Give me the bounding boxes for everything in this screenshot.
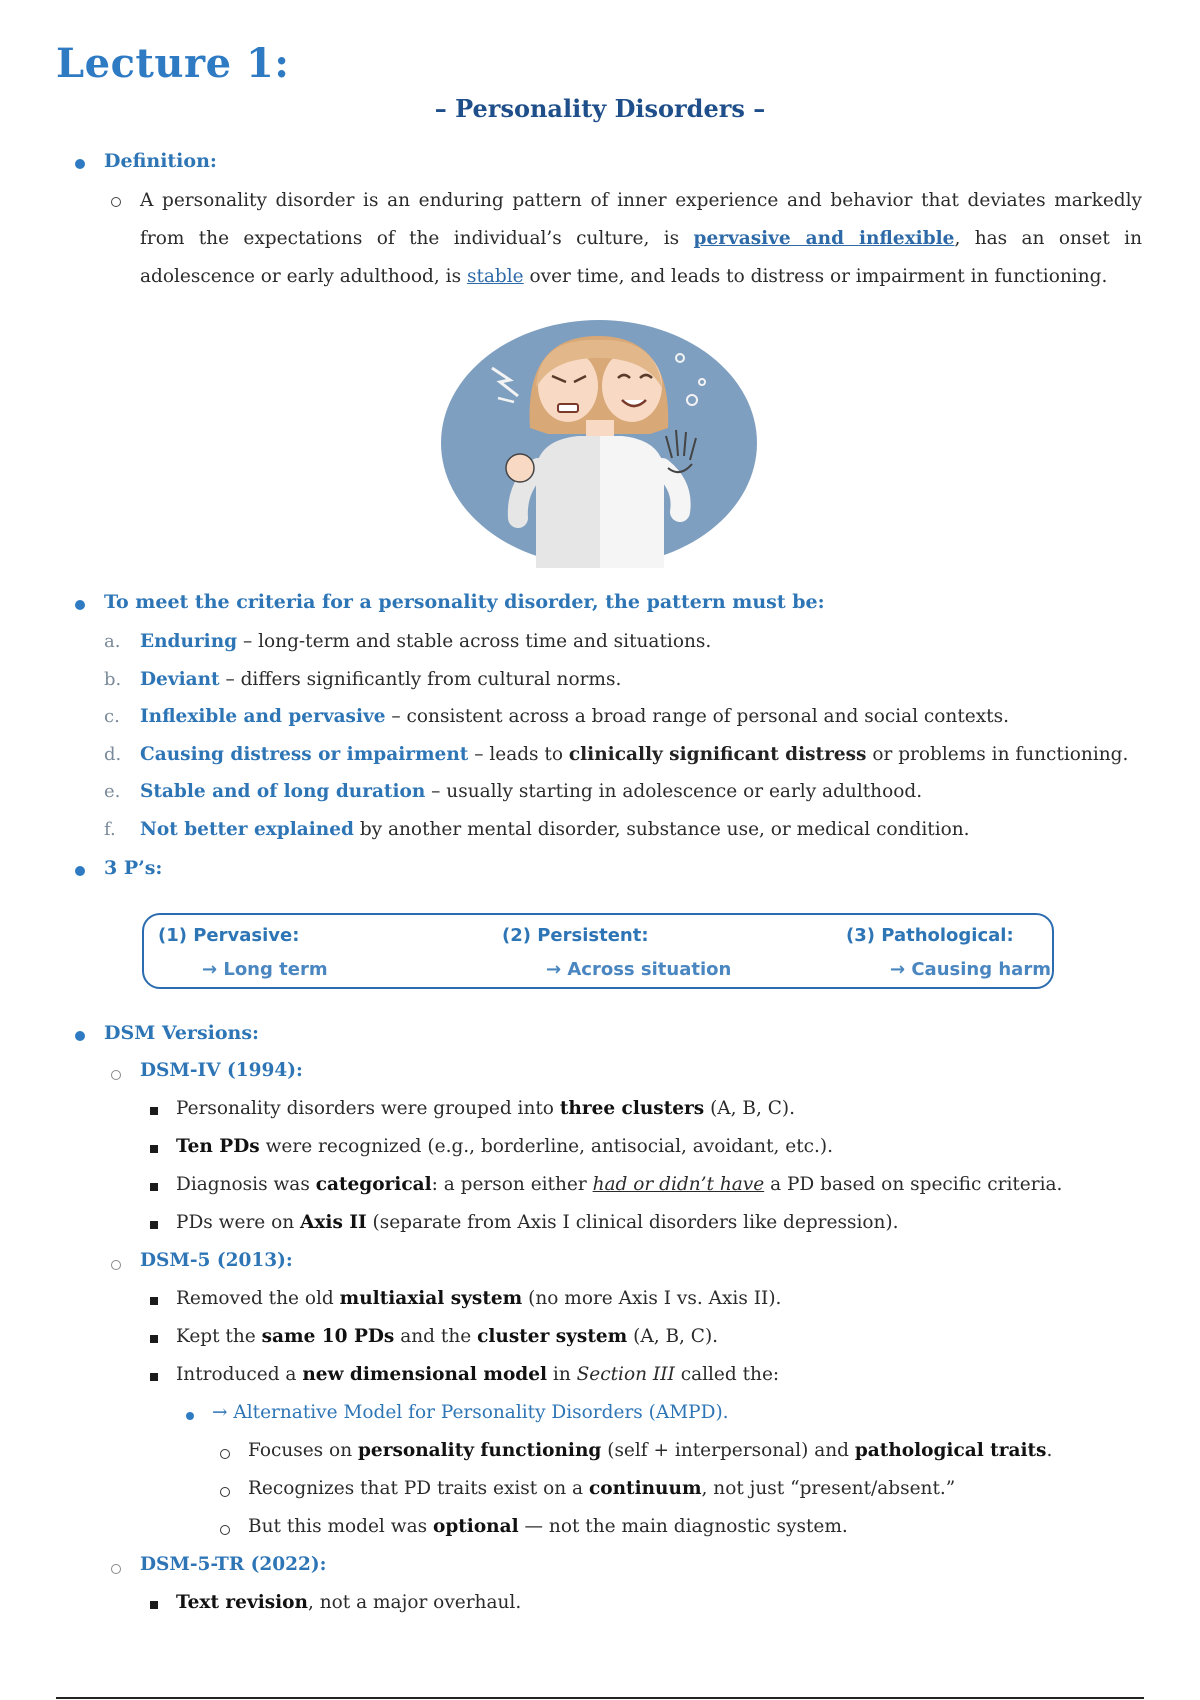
square-bullet-icon xyxy=(150,1601,158,1609)
definition-text: , has an onset in adolescence or early adulthood, is xyxy=(140,228,1142,287)
italic-text: Section III xyxy=(576,1364,675,1385)
dsm-5-tr-item xyxy=(176,1592,521,1613)
persistent-desc: → Across situation xyxy=(546,959,732,980)
text: , not a major overhaul. xyxy=(307,1592,522,1613)
text: and the xyxy=(394,1326,478,1347)
criteria-item-stable xyxy=(140,781,922,802)
pervasive-title: (1) Pervasive: xyxy=(158,925,300,946)
dsm-iv-heading: DSM-IV (1994): xyxy=(140,1060,303,1081)
bold-text: new dimensional model xyxy=(302,1364,548,1385)
criteria-text: or problems in functioning. xyxy=(866,744,1129,765)
text: — not the main diagnostic system. xyxy=(518,1516,848,1537)
square-bullet-icon xyxy=(150,1183,158,1191)
bold-text: cluster system xyxy=(477,1326,628,1347)
text: in xyxy=(547,1364,577,1385)
text: were recognized (e.g., borderline, antisocial, avoidant, etc.). xyxy=(259,1136,834,1157)
square-bullet-icon xyxy=(150,1373,158,1381)
dsm-iv-item xyxy=(176,1136,833,1157)
criteria-text: – usually starting in adolescence or early adulthood. xyxy=(425,781,923,802)
bold-text: optional xyxy=(432,1516,519,1537)
split-personality-woman-icon xyxy=(440,318,758,568)
dsm-5-item xyxy=(176,1364,779,1385)
criteria-term: Causing distress or impairment xyxy=(140,744,469,765)
text: Introduced a xyxy=(176,1364,303,1385)
criteria-item-deviant xyxy=(140,669,621,690)
definition-text: A personality disorder is an enduring pattern of inner experience and behavior that deviates markedly from the expectations of the individual’s culture, is xyxy=(140,190,1142,249)
circle-bullet-icon xyxy=(111,197,121,207)
criteria-item-enduring xyxy=(140,631,711,652)
text: called the: xyxy=(674,1364,780,1385)
criteria-term: Inflexible and pervasive xyxy=(140,706,386,727)
text: (no more Axis I vs. Axis II). xyxy=(522,1288,782,1309)
list-letter: c. xyxy=(104,706,120,727)
dsm-5-heading: DSM-5 (2013): xyxy=(140,1250,293,1271)
criteria-text: – differs significantly from cultural norms. xyxy=(219,669,622,690)
circle-bullet-icon xyxy=(111,1564,121,1574)
criteria-term: Stable and of long duration xyxy=(140,781,426,802)
text: a PD based on specific criteria. xyxy=(764,1174,1063,1195)
square-bullet-icon xyxy=(150,1221,158,1229)
criteria-item-distress xyxy=(140,744,1128,765)
bold-text: Axis II xyxy=(300,1212,367,1233)
bullet-icon xyxy=(186,1412,194,1420)
text: : a person either xyxy=(431,1174,593,1195)
square-bullet-icon xyxy=(150,1297,158,1305)
bullet-icon xyxy=(75,1031,85,1041)
pervasive-inflexible-link[interactable]: pervasive and inflexible xyxy=(693,228,955,249)
criteria-term: Not better explained xyxy=(140,819,354,840)
page-subtitle: – Personality Disorders – xyxy=(434,94,766,123)
criteria-term: Enduring xyxy=(140,631,238,652)
bold-text: pathological traits xyxy=(854,1440,1047,1461)
dsm-heading: DSM Versions: xyxy=(104,1022,260,1044)
ampd-item xyxy=(248,1440,1052,1461)
bold-text: continuum xyxy=(588,1478,702,1499)
bold-text: categorical xyxy=(315,1174,432,1195)
bullet-icon xyxy=(75,866,85,876)
bullet-icon xyxy=(75,159,85,169)
definition-text: over time, and leads to distress or impairment in functioning. xyxy=(523,266,1108,287)
list-letter: a. xyxy=(104,631,121,652)
dsm-iv-item xyxy=(176,1174,1062,1195)
text: . xyxy=(1046,1440,1053,1461)
criteria-text: – leads to xyxy=(468,744,569,765)
text: Focuses on xyxy=(248,1440,358,1461)
text: But this model was xyxy=(248,1516,433,1537)
criteria-heading: To meet the criteria for a personality disorder, the pattern must be: xyxy=(104,591,825,613)
bold-text: three clusters xyxy=(559,1098,705,1119)
stable-link[interactable]: stable xyxy=(466,266,524,287)
persistent-title: (2) Persistent: xyxy=(502,925,649,946)
criteria-text: by another mental disorder, substance use, or medical condition. xyxy=(353,819,970,840)
criteria-term: Deviant xyxy=(140,669,220,690)
circle-bullet-icon xyxy=(220,1525,230,1535)
criteria-text: – consistent across a broad range of personal and social contexts. xyxy=(385,706,1009,727)
dsm-5-item xyxy=(176,1288,781,1309)
list-letter: f. xyxy=(104,819,116,840)
square-bullet-icon xyxy=(150,1335,158,1343)
square-bullet-icon xyxy=(150,1107,158,1115)
pathological-desc: → Causing harm xyxy=(890,959,1051,980)
bold-text: Ten PDs xyxy=(176,1136,260,1157)
text: (separate from Axis I clinical disorders like depression). xyxy=(366,1212,899,1233)
dsm-iv-item xyxy=(176,1098,795,1119)
page-divider xyxy=(56,1697,1144,1699)
criteria-emphasis: clinically significant distress xyxy=(568,744,867,765)
circle-bullet-icon xyxy=(111,1070,121,1080)
text: Kept the xyxy=(176,1326,262,1347)
pervasive-desc: → Long term xyxy=(202,959,328,980)
underlined-text: had or didn’t have xyxy=(592,1174,765,1195)
text: Personality disorders were grouped into xyxy=(176,1098,560,1119)
text: (A, B, C). xyxy=(704,1098,796,1119)
dsm-5-item xyxy=(176,1326,718,1347)
circle-bullet-icon xyxy=(220,1449,230,1459)
pathological-title: (3) Pathological: xyxy=(846,925,1014,946)
text: PDs were on xyxy=(176,1212,301,1233)
square-bullet-icon xyxy=(150,1145,158,1153)
circle-bullet-icon xyxy=(220,1487,230,1497)
text: (self + interpersonal) and xyxy=(601,1440,855,1461)
text: Diagnosis was xyxy=(176,1174,316,1195)
bold-text: multiaxial system xyxy=(339,1288,523,1309)
text: (A, B, C). xyxy=(627,1326,719,1347)
list-letter: b. xyxy=(104,669,122,690)
criteria-item-inflexible xyxy=(140,706,1009,727)
list-letter: e. xyxy=(104,781,121,802)
bold-text: same 10 PDs xyxy=(261,1326,395,1347)
text: , not just “present/absent.” xyxy=(701,1478,956,1499)
dsm-5-tr-heading: DSM-5-TR (2022): xyxy=(140,1554,327,1575)
text: Removed the old xyxy=(176,1288,340,1309)
ampd-item xyxy=(248,1516,848,1537)
list-letter: d. xyxy=(104,744,122,765)
criteria-item-not-explained xyxy=(140,819,970,840)
definition-heading: Definition: xyxy=(104,150,217,172)
definition-paragraph xyxy=(140,182,1142,296)
dsm-iv-item xyxy=(176,1212,899,1233)
criteria-text: – long-term and stable across time and situations. xyxy=(237,631,712,652)
lecture-title: Lecture 1: xyxy=(56,40,290,87)
bullet-icon xyxy=(75,600,85,610)
ampd-item xyxy=(248,1478,955,1499)
three-ps-heading: 3 P’s: xyxy=(104,857,163,879)
bold-text: Text revision xyxy=(176,1592,308,1613)
circle-bullet-icon xyxy=(111,1260,121,1270)
three-ps-box xyxy=(142,913,1054,989)
ampd-heading: → Alternative Model for Personality Disorders (AMPD). xyxy=(212,1402,729,1423)
text: Recognizes that PD traits exist on a xyxy=(248,1478,589,1499)
bold-text: personality functioning xyxy=(358,1440,602,1461)
